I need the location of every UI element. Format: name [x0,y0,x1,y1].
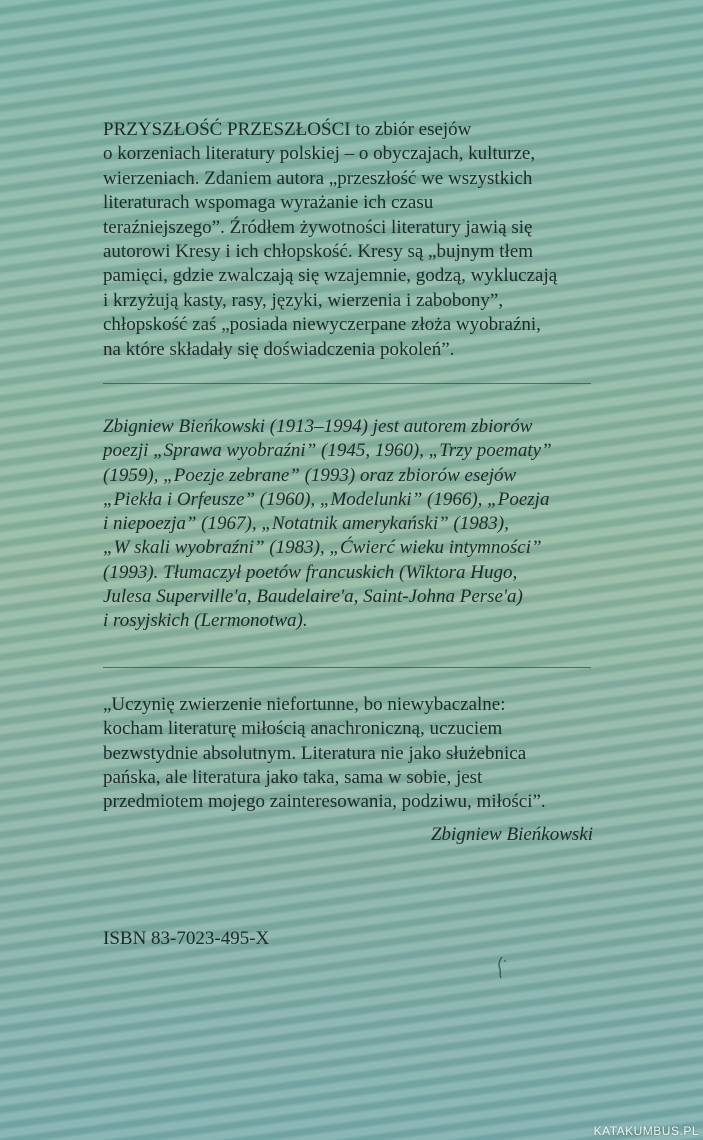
blurb-line: teraźniejszego”. Źródłem żywotności literatury jawią się [103,216,533,238]
section-divider [103,667,591,668]
ink-smudge-mark [493,955,513,981]
blurb-line: o korzeniach literatury polskiej – o obyczajach, kulturze, [103,143,536,165]
bio-line: i rosyjskich (Lermonotwa). [103,610,308,632]
author-quote [103,693,623,814]
author-bio-paragraph [103,415,623,634]
quote-line: „Uczynię zwierzenie niefortunne, bo niewybaczalne: [103,694,506,715]
blurb-line: i krzyżują kasty, rasy, języki, wierzenia i zabobony”, [103,289,504,311]
quote-line: bezwstydnie absolutnym. Literatura nie jako służebnica [103,742,527,764]
blurb-line: chłopskość zaś „posiada niewyczerpane złoża wyobraźni, [103,314,541,336]
blurb-line: wierzeniach. Zdaniem autora „przeszłość we wszystkich [103,167,533,189]
bio-line: (1993). Tłumaczył poetów francuskich (Wiktora Hugo, [103,561,518,583]
blurb-line: na które składały się doświadczenia pokoleń”. [103,338,455,360]
blurb-line: PRZYSZŁOŚĆ PRZESZŁOŚCI to zbiór esejów [103,119,472,140]
quote-line: pańska, ale literatura jako taka, sama w sobie, jest [103,766,483,788]
isbn-number: ISBN 83-7023-495-X [103,928,270,949]
quote-line: kocham literaturę miłością anachroniczną, uczuciem [103,718,503,740]
quote-line: przedmiotem mojego zainteresowania, podziwu, miłości”. [103,791,546,813]
bio-line: Zbigniew Bieńkowski (1913–1994) jest autorem zbiorów [103,416,533,437]
bio-line: poezji „Sprawa wyobraźni” (1945, 1960), „Trzy poematy” [103,440,552,462]
blurb-line: pamięci, gdzie zwalczają się wzajemnie, godzą, wykluczają [103,265,558,287]
section-divider [103,383,591,384]
quote-signature: Zbigniew Bieńkowski [430,824,593,845]
blurb-line: literaturach wspomaga wyrażanie ich czasu [103,192,434,214]
bio-line: i niepoezja” (1967), „Notatnik amerykański” (1983), [103,513,509,535]
bio-line: „W skali wyobraźni” (1983), „Ćwierć wieku intymności” [103,537,542,559]
bio-line: „Piekła i Orfeusze” (1960), „Modelunki” (1966), „Poezja [103,488,550,510]
watermark-text: KATAKUMBUS.PL [593,1124,699,1138]
blurb-paragraph [103,118,623,362]
blurb-line: autorowi Kresy i ich chłopskość. Kresy są „bujnym tłem [103,241,534,263]
bio-line: Julesa Superville'a, Baudelaire'a, Saint-Johna Perse'a) [103,586,523,608]
bio-line: (1959), „Poezje zebrane” (1993) oraz zbiorów esejów [103,464,517,486]
